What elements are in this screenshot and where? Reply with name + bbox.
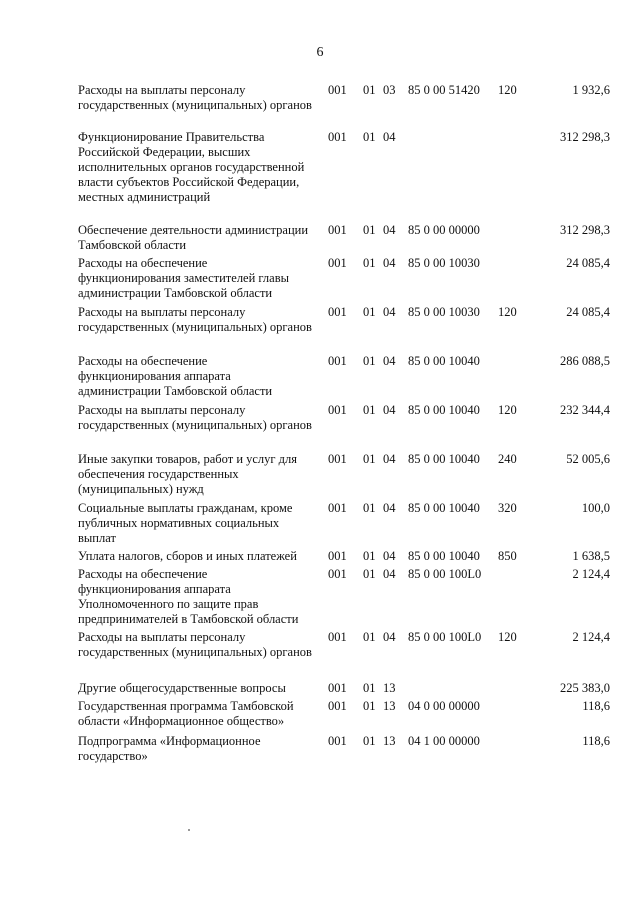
subsection-code: 04: [383, 403, 396, 417]
target-item-code: 04 0 00 00000: [408, 699, 480, 713]
amount: 312 298,3: [560, 130, 610, 144]
expense-type-code: 320: [498, 501, 517, 515]
target-item-code: 85 0 00 100L0: [408, 567, 482, 581]
subsection-code: 04: [383, 567, 396, 581]
department-code: 001: [328, 403, 347, 417]
expense-type-code: 240: [498, 452, 517, 466]
section-code: 01: [363, 501, 376, 515]
expense-type-code: 120: [498, 630, 517, 644]
department-code: 001: [328, 83, 347, 97]
amount: 52 005,6: [566, 452, 610, 466]
department-code: 001: [328, 699, 347, 713]
section-code: 01: [363, 305, 376, 319]
scan-speck: [188, 829, 190, 831]
section-code: 01: [363, 130, 376, 144]
expense-name: Расходы на обеспечение функционирования аппарата администрации Тамбовской области: [78, 354, 273, 398]
target-item-code: 85 0 00 10040: [408, 452, 480, 466]
expense-name: Расходы на обеспечение функционирования аппарата Уполномоченного по защите прав предпринимателей в Тамбовской области: [78, 567, 299, 626]
expense-type-code: 120: [498, 305, 517, 319]
department-code: 001: [328, 305, 347, 319]
expense-type-code: 120: [498, 83, 517, 97]
amount: 286 088,5: [560, 354, 610, 368]
subsection-code: 04: [383, 354, 396, 368]
target-item-code: 85 0 00 100L0: [408, 630, 482, 644]
department-code: 001: [328, 223, 347, 237]
amount: 24 085,4: [566, 305, 610, 319]
expense-name: Расходы на выплаты персоналу государственных (муниципальных) органов: [78, 403, 312, 432]
amount: 232 344,4: [560, 403, 610, 417]
amount: 1 638,5: [572, 549, 610, 563]
expense-name: Функционирование Правительства Российской Федерации, высших исполнительных органов государственной власти субъектов Российской Федерации, местных администраций: [78, 130, 305, 204]
target-item-code: 85 0 00 10040: [408, 501, 480, 515]
expense-name: Социальные выплаты гражданам, кроме публичных нормативных социальных выплат: [78, 501, 293, 545]
amount: 1 932,6: [572, 83, 610, 97]
section-code: 01: [363, 549, 376, 563]
expense-name: Расходы на выплаты персоналу государственных (муниципальных) органов: [78, 83, 312, 112]
amount: 225 383,0: [560, 681, 610, 695]
expense-name: Государственная программа Тамбовской области «Информационное общество»: [78, 699, 294, 728]
expense-name: Обеспечение деятельности администрации Тамбовской области: [78, 223, 309, 252]
expense-name: Другие общегосударственные вопросы: [78, 681, 286, 695]
expense-name: Расходы на обеспечение функционирования заместителей главы администрации Тамбовской области: [78, 256, 289, 300]
department-code: 001: [328, 452, 347, 466]
table-row: [78, 734, 618, 794]
expense-type-code: 850: [498, 549, 517, 563]
department-code: 001: [328, 256, 347, 270]
section-code: 01: [363, 223, 376, 237]
target-item-code: 85 0 00 10030: [408, 256, 480, 270]
expense-name: Расходы на выплаты персоналу государственных (муниципальных) органов: [78, 305, 312, 334]
subsection-code: 04: [383, 256, 396, 270]
amount: 118,6: [582, 734, 610, 748]
target-item-code: 04 1 00 00000: [408, 734, 480, 748]
department-code: 001: [328, 549, 347, 563]
subsection-code: 04: [383, 223, 396, 237]
amount: 24 085,4: [566, 256, 610, 270]
section-code: 01: [363, 354, 376, 368]
subsection-code: 04: [383, 501, 396, 515]
target-item-code: 85 0 00 10040: [408, 354, 480, 368]
department-code: 001: [328, 734, 347, 748]
page-number: 6: [316, 45, 324, 60]
expense-name: Иные закупки товаров, работ и услуг для обеспечения государственных (муниципальных) нужд: [78, 452, 298, 496]
subsection-code: 04: [383, 452, 396, 466]
department-code: 001: [328, 681, 347, 695]
subsection-code: 13: [383, 699, 396, 713]
department-code: 001: [328, 354, 347, 368]
section-code: 01: [363, 452, 376, 466]
section-code: 01: [363, 83, 376, 97]
department-code: 001: [328, 130, 347, 144]
department-code: 001: [328, 630, 347, 644]
subsection-code: 13: [383, 681, 396, 695]
subsection-code: 04: [383, 549, 396, 563]
section-code: 01: [363, 699, 376, 713]
section-code: 01: [363, 567, 376, 581]
section-code: 01: [363, 681, 376, 695]
expense-type-code: 120: [498, 403, 517, 417]
expense-name: Расходы на выплаты персоналу государственных (муниципальных) органов: [78, 630, 312, 659]
target-item-code: 85 0 00 00000: [408, 223, 480, 237]
target-item-code: 85 0 00 10040: [408, 403, 480, 417]
amount: 118,6: [582, 699, 610, 713]
target-item-code: 85 0 00 10040: [408, 549, 480, 563]
subsection-code: 04: [383, 630, 396, 644]
table-row: [78, 130, 618, 204]
subsection-code: 04: [383, 305, 396, 319]
target-item-code: 85 0 00 10030: [408, 305, 480, 319]
table-row: [78, 567, 618, 627]
subsection-code: 13: [383, 734, 396, 748]
section-code: 01: [363, 630, 376, 644]
subsection-code: 03: [383, 83, 396, 97]
amount: 2 124,4: [572, 567, 610, 581]
subsection-code: 04: [383, 130, 396, 144]
section-code: 01: [363, 256, 376, 270]
expense-name: Уплата налогов, сборов и иных платежей: [78, 549, 297, 563]
target-item-code: 85 0 00 51420: [408, 83, 480, 97]
section-code: 01: [363, 734, 376, 748]
amount: 312 298,3: [560, 223, 610, 237]
amount: 2 124,4: [572, 630, 610, 644]
department-code: 001: [328, 501, 347, 515]
department-code: 001: [328, 567, 347, 581]
section-code: 01: [363, 403, 376, 417]
amount: 100,0: [581, 501, 610, 515]
expense-name: Подпрограмма «Информационное государство»: [78, 734, 261, 763]
